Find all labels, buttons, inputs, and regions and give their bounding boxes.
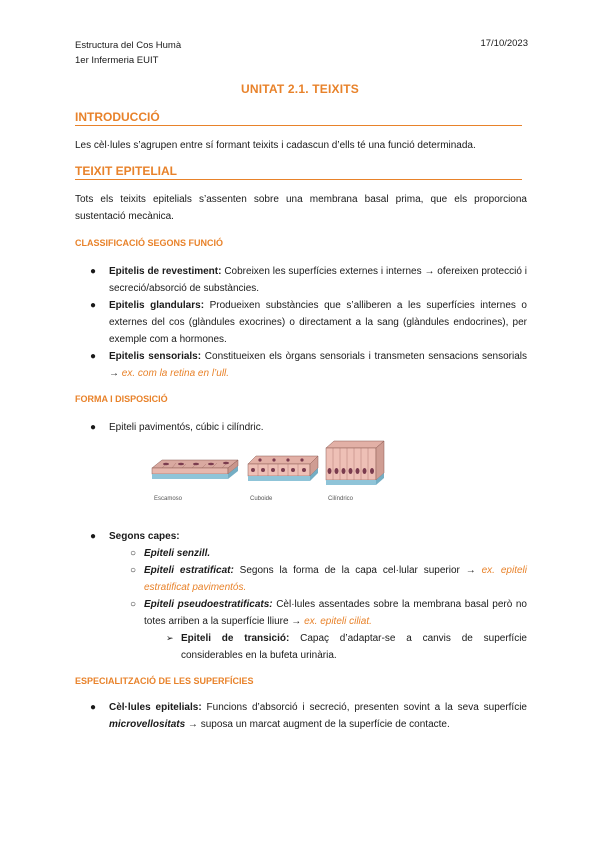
list-item — [90, 297, 527, 348]
subheading-classificacio: CLASSIFICACIÓ SEGONS FUNCIÓ — [75, 238, 224, 248]
sub-sub-list-item — [166, 630, 527, 664]
list-item — [90, 419, 527, 436]
list-item — [90, 699, 527, 733]
subheading-forma: FORMA I DISPOSICIÓ — [75, 394, 168, 404]
white-circle-icon: ○ — [130, 599, 137, 610]
item-term: Segons capes: — [109, 531, 180, 542]
sub-list-item — [130, 545, 527, 562]
white-circle-icon: ○ — [130, 565, 137, 576]
item-term-emphasis: microvellositats — [109, 719, 186, 730]
list-item — [90, 348, 527, 382]
list-item — [90, 528, 527, 545]
bullet-icon: ● — [90, 422, 97, 433]
figure-label-cuboidal: Cuboide — [250, 496, 273, 502]
item-term: Epiteli senzill. — [144, 548, 211, 559]
figure-label-squamous: Escamoso — [154, 496, 183, 502]
epitelial-paragraph: Tots els teixits epitelials s’assenten sobre una membrana basal prima, que els proporciona sustentació mecànica. — [75, 194, 527, 222]
item-note: ex. epiteli ciliat. — [304, 616, 372, 627]
page-header-left — [75, 38, 181, 68]
bullet-icon: ● — [90, 531, 97, 542]
course-name: Estructura del Cos Humà — [75, 40, 182, 51]
figure-label-columnar: Cilíndrico — [328, 496, 354, 502]
item-term: Epiteli estratificat: — [144, 565, 234, 576]
item-term: Epitelis sensorials: — [109, 351, 202, 362]
item-term: Epiteli de transició: — [181, 633, 290, 644]
squamous-epithelium-illustration — [152, 460, 238, 479]
subheading-especialitzacio: ESPECIALITZACIÓ DE LES SUPERFÍCIES — [75, 676, 254, 686]
item-term: Cèl·lules epitelials: — [109, 702, 202, 713]
bullet-icon: ● — [90, 351, 97, 362]
arrowhead-bullet-icon: ➢ — [166, 633, 174, 643]
list-item — [90, 263, 527, 297]
intro-paragraph: Les cèl·lules s’agrupen entre sí formant teixits i cadascun d’ells té una funció determinada. — [75, 140, 476, 151]
item-text: Produeixen substàncies que s’alliberen a les superfícies internes o externes del cos (glàndules exocrines) o directament a la sang (glàndules endocrines), per exemple com a hormones. — [109, 300, 527, 345]
page-title: UNITAT 2.1. TEIXITS — [240, 82, 360, 96]
item-term: Epiteli pseudoestratificats: — [144, 599, 273, 610]
sub-list-item — [130, 596, 527, 630]
item-term: Epitelis de revestiment: — [109, 266, 222, 277]
item-term: Epitelis glandulars: — [109, 300, 205, 311]
epithelium-types-figure — [148, 438, 388, 508]
item-text: Funcions d’absorció i secreció, presenten sovint a la seva superfície — [201, 702, 527, 713]
item-text: Segons la forma de la capa cel·lular superior → — [233, 565, 482, 576]
item-note: ex. com la retina en l’ull. — [121, 368, 230, 379]
bullet-icon: ● — [90, 300, 97, 311]
section-heading-introduccio: INTRODUCCIÓ — [75, 110, 522, 126]
columnar-epithelium-illustration — [326, 441, 384, 485]
item-text: Capaç d’adaptar-se a canvis de superfície considerables en la bufeta urinària. — [181, 633, 527, 661]
white-circle-icon: ○ — [130, 548, 137, 559]
item-text: → suposa un marcat augment de la superfície de contacte. — [185, 719, 450, 730]
group-name: 1er Infermeria EUIT — [75, 55, 159, 66]
item-text: Epiteli pavimentós, cúbic i cilíndric. — [109, 422, 264, 433]
section-heading-teixit-epitelial: TEIXIT EPITELIAL — [75, 164, 522, 180]
bullet-icon: ● — [90, 702, 97, 713]
cuboidal-epithelium-illustration — [248, 456, 318, 481]
bullet-icon: ● — [90, 266, 97, 277]
header-date: 17/10/2023 — [480, 38, 528, 49]
item-note: ex. epiteli estratificat pavimentós. — [144, 565, 527, 593]
item-text: Constitueixen els òrgans sensorials i transmeten sensacions sensorials → — [109, 351, 527, 379]
item-text: Cèl·lules assentades sobre la membrana basal però no totes arriben a la superfície lliure → — [144, 599, 527, 627]
sub-list-item — [130, 562, 527, 596]
item-text: Cobreixen les superfícies externes i internes → ofereixen protecció i secreció/absorció de substàncies. — [109, 266, 527, 294]
